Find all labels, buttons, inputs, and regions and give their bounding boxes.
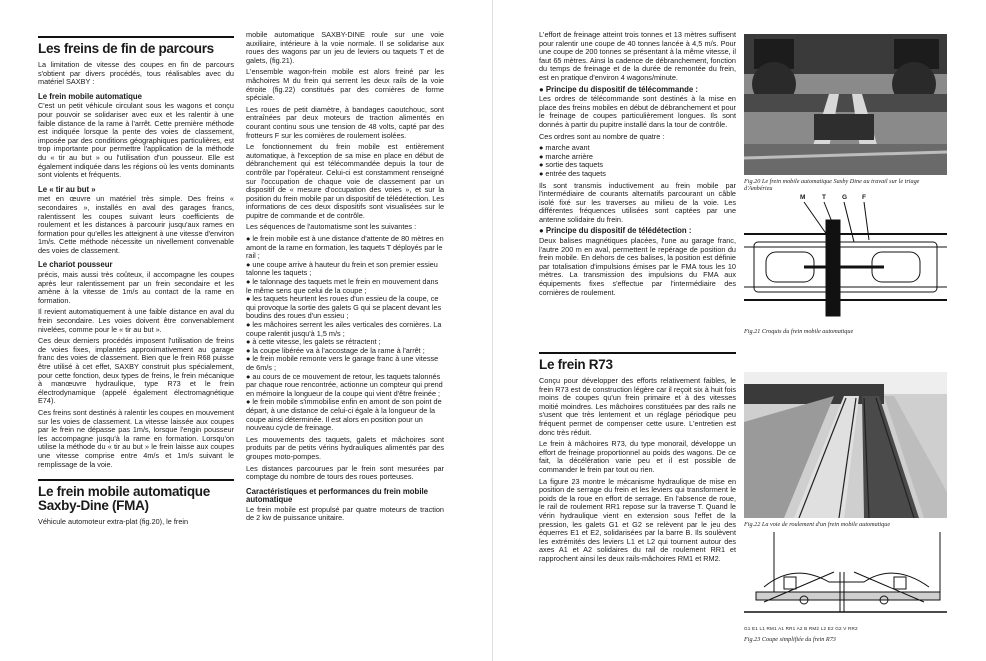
subheading: ● Principe du dispositif de télédétection : — [539, 226, 692, 236]
fig21-caption: Fig.21 Croquis du frein mobile automatique — [744, 328, 854, 335]
paragraph: L'effort de freinage atteint trois tonnes et 13 mètres suffisent pour ralentir une coupe de 40 tonnes lancée à 4,5 m/s. Pour une coupe de 200 tonnes se présentant à la même vitesse, il faut 65 mètres. Ainsi la cadence de débranchement, fonction du temps de freinage et de la durée de remontée du frein, est en pratique d'environ 4 wagons/minute. — [539, 31, 736, 82]
subheading: Le frein mobile automatique — [38, 91, 142, 101]
subheading: Le chariot pousseur — [38, 260, 113, 270]
paragraph: Ces deux derniers procédés imposent l'utilisation de freins de voies fixes, implantés approximativement au garage franc des voies de classement. Bien que le frein R68 puisse être utilisé à cet effet, SAXBY construit plus spécialement, pour cette fonction, deux types de freins, le frein mécanique à manœuvre hydraulique, type R73 et le frein électrodynamique (appelé également électromagnétique E74). — [38, 336, 234, 406]
paragraph: Le frein mobile est propulsé par quatre moteurs de traction de 2 kw de puissance unitaire. — [246, 504, 444, 523]
section-fma — [38, 479, 234, 513]
fig23-label: G1 — [744, 626, 751, 631]
fig22-photo — [744, 372, 947, 518]
paragraph: Le frein à mâchoires R73, du type monorail, développe un effort de freinage proportionnel au poids des wagons. De ce fait, la décélération varie peu et il est possible de commander le frein par tout ou rien. — [539, 439, 736, 474]
left-column-2 — [246, 31, 444, 656]
list-item: ● entrée des taquets — [539, 168, 606, 178]
fig23-label: G2 — [835, 626, 842, 631]
paragraph: mobile automatique SAXBY-DINE roule sur une voie auxiliaire, intérieure à la voie normale. Il se solidarise aux roues des wagons par un jeu de leviers ou taquets T et de galets, (fig.21). — [246, 31, 444, 65]
fig23-label: V — [843, 626, 847, 631]
fig20-caption: Fig.20 Le frein mobile automatique Saxby Dine au travail sur le triage d'Ambérieu — [744, 178, 920, 192]
fig23-label: A1 — [778, 626, 785, 631]
list-item: ● les mâchoires serrent les ailes verticales des cornières. La coupe ralentit jusqu'à 1,5 m/s ; — [246, 320, 442, 338]
paragraph: Les distances parcourues par le frein sont mesurées par comptage du nombre de tours des roues porteuses. — [246, 463, 444, 482]
fig23-label: E2 — [827, 626, 834, 631]
paragraph: Le fonctionnement du frein mobile est entièrement automatique, à l'exception de sa mise en place en début de débranchement qui est télécommandée depuis la tour de contrôle par l'opérateur. Celui-ci est constamment renseigné sur l'occupation de chaque voie de classement par un dispositif de « mesure d'occupation des voies », et sur la position du frein mobile par un dispositif de télédétection. Les informations de ces deux dispositifs sont visualisées sur le pupitre de commande et de contrôle. — [246, 142, 444, 220]
fig20-photo — [744, 34, 947, 175]
right-page — [493, 0, 986, 661]
orders-list — [539, 144, 736, 178]
fig23-label: B — [804, 626, 808, 631]
paragraph: Les ordres de télécommande sont destinés à la mise en place des freins mobiles en début de débranchement et pour le freinage de coupes particulièrement longues. Ils sont donnés à partir du pupitre installé dans la tour de contrôle. — [539, 94, 736, 129]
right-column-1-top — [539, 31, 736, 341]
fig23-caption: Fig.23 Coupe simplifiée du frein R73 — [744, 636, 836, 643]
list-item: ● à cette vitesse, les galets se rétractent ; — [246, 337, 381, 347]
paragraph: Deux balises magnétiques placées, l'une au garage franc, l'autre 200 m en aval, permettent le repérage de position du frein mobile. En dehors de ces balises, la position est définie par totalisation d'impulsions émises par le FMA tous les 10 mètres. La transmission des impulsions du FMA aux équipements fixes s'effectue par l'intermédiaire des cornières de roulement. — [539, 236, 736, 297]
paragraph: Ils sont transmis inductivement au frein mobile par l'intermédiaire de courants alternatifs parcourant un câble isolé fixé sur les traverses au milieu de la voie. Les différentes fréquences utilisées sont captées par une antenne solidaire du frein. — [539, 180, 736, 224]
list-item: ● le frein mobile remonte vers le garage franc à une vitesse de 6m/s ; — [246, 354, 439, 372]
fig21-image — [744, 192, 947, 328]
left-column-1 — [38, 34, 234, 654]
paragraph: Ces ordres sont au nombre de quatre : — [539, 131, 665, 141]
list-item: ● le talonnage des taquets met le frein en mouvement dans le même sens que celui de la coupe ; — [246, 277, 439, 295]
fig22-image — [744, 372, 947, 518]
subheading: ● Principe du dispositif de télécommande : — [539, 84, 698, 94]
fig20-image — [744, 34, 947, 175]
list-item: ● le frein mobile est à une distance d'attente de 80 mètres en amont de la rame en formation, les taquets T déployés par le rail ; — [246, 234, 444, 261]
subheading: Le « tir au but » — [38, 184, 96, 194]
fig23-label: A2 — [796, 626, 803, 631]
fig23-label: RR1 — [785, 626, 796, 631]
section-r73 — [539, 352, 736, 372]
list-item: ● une coupe arrive à hauteur du frein et son premier essieu talonne les taquets ; — [246, 259, 438, 278]
fig23-labels — [744, 626, 947, 631]
section-title: Les freins de fin de parcours — [38, 41, 214, 56]
list-item: ● le frein mobile s'immobilise enfin en amont de son point de départ, à une distance de celui-ci égale à la longueur de la coupe ainsi déterminée. Il est alors en position pour un nouveau cycle de freinage. — [246, 397, 442, 433]
fig23-label: L1 — [759, 626, 766, 631]
list-item: ● la coupe libérée va à l'accostage de la rame à l'arrêt ; — [246, 345, 425, 355]
list-item: ● marche arrière — [539, 151, 593, 161]
paragraph: Conçu pour développer des efforts relativement faibles, le frein R73 est de construction légère car il reçoit six à huit fois moins de coupes qu'un frein primaire et à des vitesses moitié moindres. Les mâchoires constituées par des rails ne s'usent que très lentement et un réglage périodique peu fréquent permet de compenser cette usure. L'entretien est donc très réduit. — [539, 376, 736, 437]
fig23-image — [744, 532, 947, 636]
fig23-label: L2 — [820, 626, 827, 631]
paragraph: met en œuvre un matériel très simple. Des freins « secondaires », installés en aval des garages francs, ralentissent les coupes suivant leurs coefficients de roulement et les distances à parcourir jusqu'aux rames en formation pour qu'elles les atteignent à une vitesse d'environ 1m/s. Cette méthode nécessite un nivellement convenable des voies de classement. — [38, 194, 234, 255]
sequence-list — [246, 235, 444, 433]
subheading: Caractéristiques et performances du frein mobile automatique — [246, 486, 428, 505]
paragraph: Véhicule automoteur extra-plat (fig.20), le frein — [38, 517, 189, 527]
fig23-label: E1 — [752, 626, 759, 631]
right-column-1-bottom — [539, 350, 736, 650]
fig23-diagram — [744, 532, 947, 658]
paragraph: Les mouvements des taquets, galets et mâchoires sont produits par de petits vérins hydrauliques alimentés par des groupes moto-pompes. — [246, 434, 444, 461]
fig21-label-g: G — [842, 194, 848, 201]
fig23-label: RM2 — [808, 626, 820, 631]
section-title: Le frein mobile automatique Saxby-Dine (FMA) — [38, 484, 210, 514]
fig21-label-f: F — [862, 194, 866, 201]
paragraph: Ces freins sont destinés à ralentir les coupes en mouvement sur les voies de classement. La vitesse laissée aux coupes par le frein ne dépasse pas 1m/s, lorsque l'engin pousseur les accompagne jusqu'à la rame en formation. Lorsqu'on utilise la méthode du « tir au but » le frein laisse aux coupes une vitesse comprise entre 4m/s et 1m/s suivant le remplissage de la voie. — [38, 407, 234, 469]
paragraph: Les séquences de l'automatisme sont les suivantes : — [246, 222, 417, 232]
paragraph: Les roues de petit diamètre, à bandages caoutchouc, sont entraînées par deux moteurs de traction alimentés en courant continu sous une tension de 48 volts, capté par des frotteurs F sur les cornières de roulement isolées. — [246, 104, 444, 140]
paragraph: C'est un petit véhicule circulant sous les wagons et conçu pour pouvoir se solidariser avec eux et les ralentir à une faible distance de la rame à l'arrêt. Cette première méthode est indiquée lorsque la pente des voies de classement, imposée par des conditions géographiques particulières, est trop importante pour permettre l'application de la méthode du « tir au but » ou l'utilisation d'un pousseur. Elle est également indiquée dans les régions où les vents dominants sont violents et fréquents. — [38, 101, 234, 180]
paragraph: Il revient automatiquement à une faible distance en aval du frein secondaire. Les voies doivent être convenablement nivelées, comme pour le « tir au but ». — [38, 307, 234, 334]
paragraph: L'ensemble wagon-frein mobile est alors freiné par les mâchoires M du frein qui serrent les deux rails de la voie étroite (fig.22) constitués par des cornières de forme spéciale. — [246, 67, 444, 103]
section-end-brakes — [38, 36, 234, 56]
fig21-label-t: T — [822, 194, 826, 201]
list-item: ● les taquets heurtent les roues d'un essieu de la coupe, ce qui provoque la sortie des galets G qui se placent devant les boudins des roues d'un essieu ; — [246, 294, 442, 321]
list-item: ● sortie des taquets — [539, 160, 604, 170]
list-item: ● au cours de ce mouvement de retour, les taquets talonnés par chaque roue rencontrée, actionne un compteur qui prend en mémoire la longueur de la coupe qui vient d'être freinée ; — [246, 371, 443, 398]
section-title: Le frein R73 — [539, 357, 613, 372]
paragraph: La limitation de vitesse des coupes en fin de parcours s'obtient par divers procédés, tous réalisables avec du matériel SAXBY : — [38, 60, 234, 87]
paragraph: La figure 23 montre le mécanisme hydraulique de mise en position de serrage du frein et les leviers qui transforment le poids de la roue en effort de serrage. En l'absence de roue, le rail de roulement RR1 repose sur la traverse T. Quand le vérin hydraulique vient en extension sous l'effet de la pression, les galets G1 et G2 se relèvent par le jeu des équerres E1 et E2, solidarisées par la barre B. Ils soulèvent les extrémités des leviers L1 et L2 qui tournent autour des axes A1 et A2 solidaires du rail de roulement RR1 et rapprochent ainsi les deux rails-mâchoires RM1 et RM2. — [539, 476, 736, 563]
list-item: ● marche avant — [539, 143, 590, 153]
fig23-label: RM1 — [766, 626, 777, 631]
paragraph: précis, mais aussi très coûteux, il accompagne les coupes après leur ralentissement par un frein secondaire et les amène à la vitesse de 1m/s au contact de la rame en formation. — [38, 270, 234, 305]
fig21-diagram — [744, 192, 947, 338]
fig21-label-m: M — [800, 194, 806, 201]
fig22-caption: Fig.22 La voie de roulement d'un frein mobile automatique — [744, 521, 891, 528]
fig23-label: RR2 — [847, 626, 858, 631]
